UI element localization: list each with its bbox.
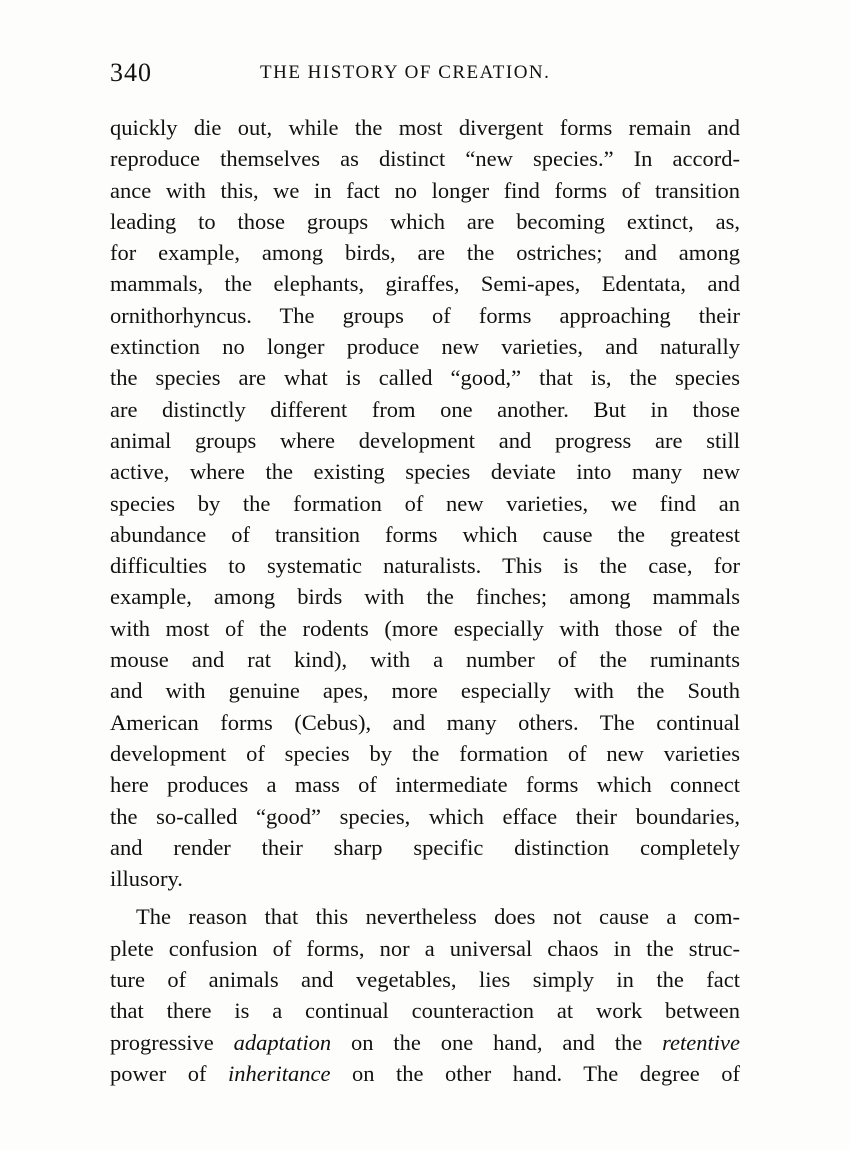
text-run: on the other hand. The degree of [330,1060,740,1086]
text-line: development of species by the formation of new varieties [110,740,740,766]
running-title: THE HISTORY OF CREATION. [260,62,551,83]
text-line: are distinctly different from one another. But in those [110,396,740,422]
text-line: reproduce themselves as distinct “new species.” In accord- [110,146,740,172]
text-line: and with genuine apes, more especially with the South [110,678,740,704]
paragraph-spacer [110,894,740,901]
text-line: The reason that this nevertheless does not cause a com- [136,904,740,930]
paragraph-2 [110,901,740,1089]
text-line: active, where the existing species deviate into many new [110,459,740,485]
text-line: animal groups where development and progress are still [110,427,740,453]
text-line: ture of animals and vegetables, lies simply in the fact [110,967,740,993]
text-line: extinction no longer produce new varieties, and naturally [110,334,740,360]
paragraph-1 [110,112,740,894]
text-line: the so-called “good” species, which efface their boundaries, [110,803,740,829]
text-line: plete confusion of forms, nor a universal chaos in the struc- [110,935,740,961]
text-line: the species are what is called “good,” that is, the species [110,365,740,391]
text-line: mouse and rat kind), with a number of the ruminants [110,647,740,673]
text-line: ornithorhyncus. The groups of forms approaching their [110,302,740,328]
body-text [110,112,740,1089]
text-line: illusory. [110,866,183,892]
text-line: with most of the rodents (more especially with those of the [110,615,740,641]
text-line: species by the formation of new varieties, we find an [110,490,740,516]
text-line: for example, among birds, are the ostriches; and among [110,240,740,266]
page-header [110,58,740,94]
text-line [110,1058,740,1089]
italic-term-adaptation: adaptation [233,1029,332,1055]
text-run: power of [110,1060,229,1086]
text-line: ance with this, we in fact no longer find forms of transition [110,177,740,203]
text-run: progressive [110,1029,234,1055]
text-line: quickly die out, while the most divergent forms remain and [110,115,740,140]
italic-term-retentive: retentive [662,1029,740,1055]
text-line: leading to those groups which are becoming extinct, as, [110,208,740,234]
text-line: abundance of transition forms which cause the greatest [110,521,740,547]
text-line [110,1027,740,1058]
text-run: on the one hand, and the [331,1029,663,1055]
text-line: that there is a continual counteraction at work between [110,998,740,1024]
text-line: American forms (Cebus), and many others. The continual [110,709,740,735]
text-line: difficulties to systematic naturalists. This is the case, for [110,553,740,579]
text-line: example, among birds with the finches; among mammals [110,584,740,610]
text-line: here produces a mass of intermediate forms which connect [110,772,740,798]
italic-term-inheritance: inheritance [228,1060,331,1086]
page-number: 340 [110,58,152,87]
text-line: and render their sharp specific distinction completely [110,834,740,860]
text-line: mammals, the elephants, giraffes, Semi-apes, Edentata, and [110,271,740,297]
